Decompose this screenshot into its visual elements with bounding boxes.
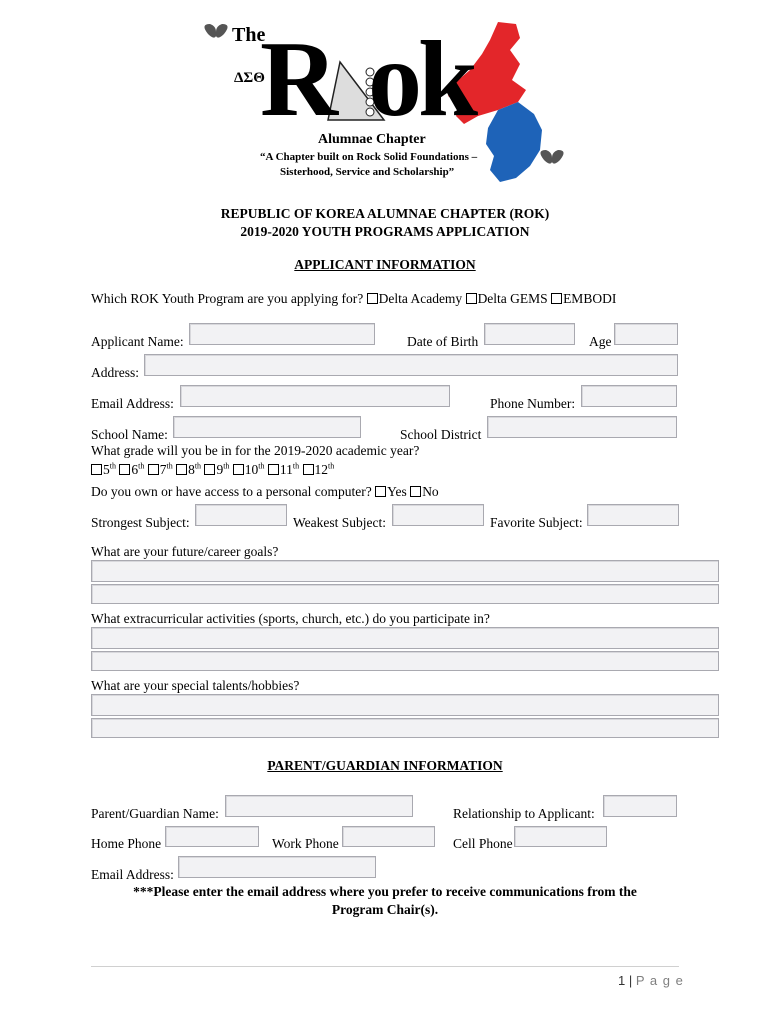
favorite-subject-label: Favorite Subject: [490,515,583,530]
activities-field-1[interactable] [91,627,719,649]
grade-11-label: 11th [279,461,300,477]
grade-5-checkbox[interactable] [91,464,102,475]
parent-name-label: Parent/Guardian Name: [91,806,219,821]
goals-field-1[interactable] [91,560,719,582]
work-phone-label: Work Phone [272,836,339,851]
grade-8-checkbox[interactable] [176,464,187,475]
delta-academy-label: Delta Academy [378,291,463,306]
grade-options [91,461,334,478]
school-district-field[interactable] [487,416,677,438]
page-number [618,973,684,988]
computer-question [91,484,439,500]
embodi-label: EMBODI [563,291,617,306]
school-name-field[interactable] [173,416,361,438]
computer-no-checkbox[interactable] [410,486,421,497]
strongest-subject-label: Strongest Subject: [91,515,190,530]
grade-6-label: 6th [131,461,145,477]
parent-email-label: Email Address: [91,867,174,882]
applicant-section-title: APPLICANT INFORMATION [294,257,476,272]
computer-yes-label: Yes [387,484,407,499]
applicant-name-field[interactable] [189,323,375,345]
logo-r: R [260,20,334,139]
favorite-subject-field[interactable] [587,504,679,526]
header-line2: 2019-2020 YOUTH PROGRAMS APPLICATION [240,224,530,239]
computer-yes-checkbox[interactable] [375,486,386,497]
home-phone-field[interactable] [165,826,259,847]
talents-field-1[interactable] [91,694,719,716]
school-district-label: School District [400,427,482,442]
grade-7-checkbox[interactable] [148,464,159,475]
weakest-subject-field[interactable] [392,504,484,526]
email-note-line1: ***Please enter the email address where you prefer to receive communications from the [133,884,637,899]
page-separator: | [628,973,633,988]
grade-9-checkbox[interactable] [204,464,215,475]
cell-phone-label: Cell Phone [453,836,513,851]
cell-phone-field[interactable] [514,826,607,847]
address-label: Address: [91,365,139,380]
program-question-text: Which ROK Youth Program are you applying for? [91,291,364,306]
delta-academy-checkbox[interactable] [367,293,378,304]
parent-section-title: PARENT/GUARDIAN INFORMATION [267,758,503,773]
dob-label: Date of Birth [407,334,479,349]
grade-question: What grade will you be in for the 2019-2020 academic year? [91,443,420,458]
activities-field-2[interactable] [91,651,719,671]
dob-field[interactable] [484,323,575,345]
relationship-field[interactable] [603,795,677,817]
butterfly-icon [540,150,563,164]
work-phone-field[interactable] [342,826,435,847]
page-number-value: 1 [618,973,626,988]
grade-5-label: 5th [103,461,116,477]
age-field[interactable] [614,323,678,345]
talents-question: What are your special talents/hobbies? [91,678,300,693]
phone-field[interactable] [581,385,677,407]
computer-no-label: No [422,484,439,499]
computer-question-text: Do you own or have access to a personal computer? [91,484,372,499]
program-question [91,291,616,307]
logo-alumnae-chapter: Alumnae Chapter [318,132,426,147]
weakest-subject-label: Weakest Subject: [293,515,387,530]
applicant-name-label: Applicant Name: [91,334,184,349]
grade-12-checkbox[interactable] [303,464,314,475]
grade-10-label: 10th [244,461,265,477]
logo-motto-line1: “A Chapter built on Rock Solid Foundations – [260,151,478,163]
phone-label: Phone Number: [490,396,576,411]
footer-divider [91,966,679,967]
parent-email-field[interactable] [178,856,376,878]
talents-field-2[interactable] [91,718,719,738]
email-label: Email Address: [91,396,174,411]
grade-10-checkbox[interactable] [233,464,244,475]
relationship-label: Relationship to Applicant: [453,806,595,821]
embodi-checkbox[interactable] [551,293,562,304]
activities-question: What extracurricular activities (sports, church, etc.) do you participate in? [91,611,490,626]
parent-name-field[interactable] [225,795,413,817]
goals-field-2[interactable] [91,584,719,604]
grade-9-label: 9th [216,461,230,477]
delta-gems-label: Delta GEMS [477,291,548,306]
logo-greek-letters: ΔΣΘ [234,70,265,86]
email-note-line2: Program Chair(s). [331,902,439,917]
logo-motto-line2: Sisterhood, Service and Scholarship” [280,166,455,178]
goals-question: What are your future/career goals? [91,544,279,559]
header-line1: REPUBLIC OF KOREA ALUMNAE CHAPTER (ROK) [220,206,550,221]
grade-8-label: 8th [188,461,202,477]
chapter-logo [198,20,570,188]
grade-6-checkbox[interactable] [119,464,130,475]
grade-7-label: 7th [159,461,173,477]
delta-gems-checkbox[interactable] [466,293,477,304]
grade-11-checkbox[interactable] [268,464,279,475]
logo-the: The [232,24,266,46]
home-phone-label: Home Phone [91,836,162,851]
butterfly-icon [204,24,227,38]
address-field[interactable] [144,354,678,376]
school-name-label: School Name: [91,427,168,442]
grade-12-label: 12th [314,461,335,477]
age-label: Age [589,334,612,349]
page-word: P a g e [635,973,684,988]
strongest-subject-field[interactable] [195,504,287,526]
email-field[interactable] [180,385,450,407]
logo-ok: ok [368,20,475,139]
